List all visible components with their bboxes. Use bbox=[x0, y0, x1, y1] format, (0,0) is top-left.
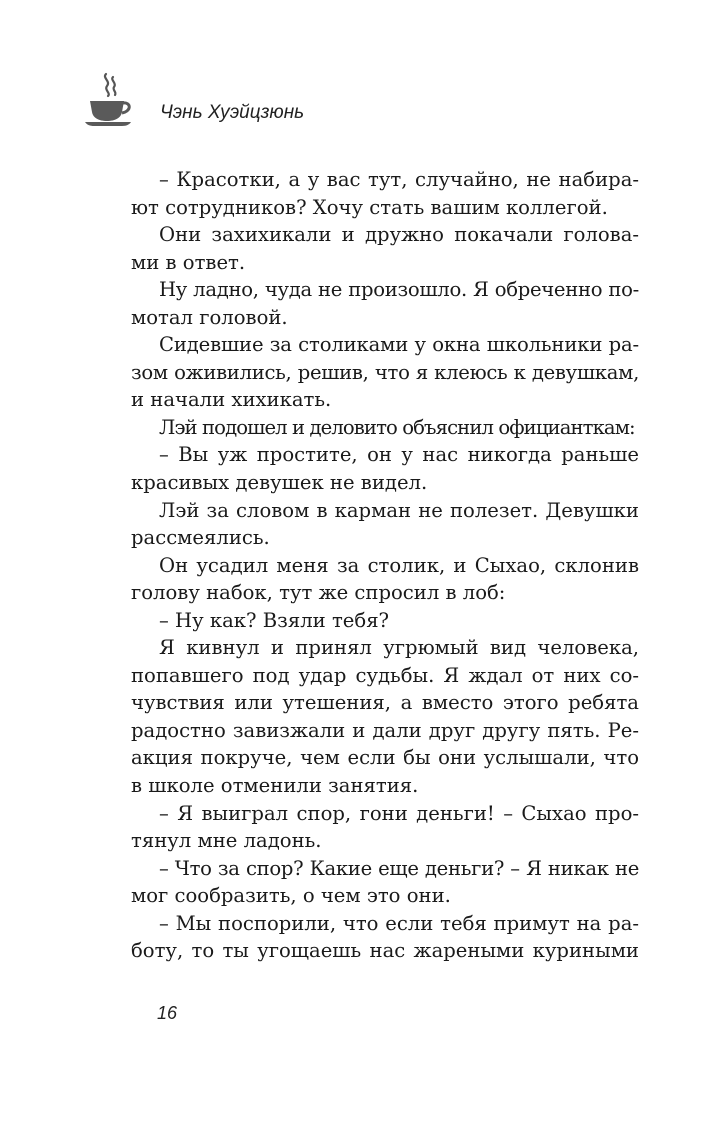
text-line: – Я выиграл спор, гони деньги! – Сыхао про- bbox=[159, 801, 639, 825]
text-line: – Красотки, а у вас тут, случайно, не набира- bbox=[159, 168, 639, 191]
body-text bbox=[131, 166, 639, 965]
text-line: Я кивнул и принял угрюмый вид человека, bbox=[159, 636, 639, 660]
text-line: красивых девушек не видел. bbox=[131, 471, 428, 495]
text-line: рассмеялись. bbox=[131, 526, 270, 550]
text-line: Лэй за словом в карман не полезет. Девушки bbox=[159, 498, 639, 522]
text-line: боту, то ты угощаешь нас жареными куриными bbox=[131, 939, 639, 963]
text-line: Он усадил меня за столик, и Сыхао, склонив bbox=[159, 553, 639, 577]
coffee-cup-icon bbox=[84, 70, 136, 128]
text-line: чувствия или утешения, а вместо этого ребята bbox=[131, 691, 639, 715]
text-line: – Ну как? Взяли тебя? bbox=[159, 608, 390, 632]
text-line: акция покруче, чем если бы они услышали, что bbox=[131, 746, 639, 770]
text-line: в школе отменили занятия. bbox=[131, 774, 419, 798]
author-name: Чэнь Хуэйцзюнь bbox=[160, 102, 305, 123]
page-number: 16 bbox=[157, 1003, 178, 1023]
text-line: попавшего под удар судьбы. Я ждал от них со- bbox=[131, 663, 639, 687]
running-header bbox=[84, 70, 584, 130]
text-line: голову набок, тут же спросил в лоб: bbox=[131, 581, 506, 605]
text-line: – Мы поспорили, что если тебя примут на ра- bbox=[159, 911, 639, 935]
text-line: Сидевшие за столиками у окна школьники ра- bbox=[159, 333, 639, 357]
text-line: Ну ладно, чуда не произошло. Я обреченно по- bbox=[159, 278, 639, 302]
text-line: ми в ответ. bbox=[131, 250, 246, 274]
text-line: радостно завизжали и дали друг другу пять. Ре- bbox=[131, 718, 639, 742]
text-line: мотал головой. bbox=[131, 305, 288, 329]
text-line: и начали хихикать. bbox=[131, 388, 332, 412]
text-line: зом оживились, решив, что я клеюсь к девушкам, bbox=[131, 360, 639, 384]
text-line: – Вы уж простите, он у нас никогда раньше bbox=[159, 443, 639, 467]
text-line: тянул мне ладонь. bbox=[131, 829, 322, 853]
text-line: ют сотрудников? Хочу стать вашим коллегой. bbox=[131, 195, 608, 219]
text-line: мог сообразить, о чем это они. bbox=[131, 884, 451, 908]
text-line: – Что за спор? Какие еще деньги? – Я никак не bbox=[159, 856, 639, 880]
text-line: Лэй подошел и деловито объяснил официанткам: bbox=[159, 415, 635, 439]
text-line: Они захихикали и дружно покачали голова- bbox=[159, 223, 639, 247]
